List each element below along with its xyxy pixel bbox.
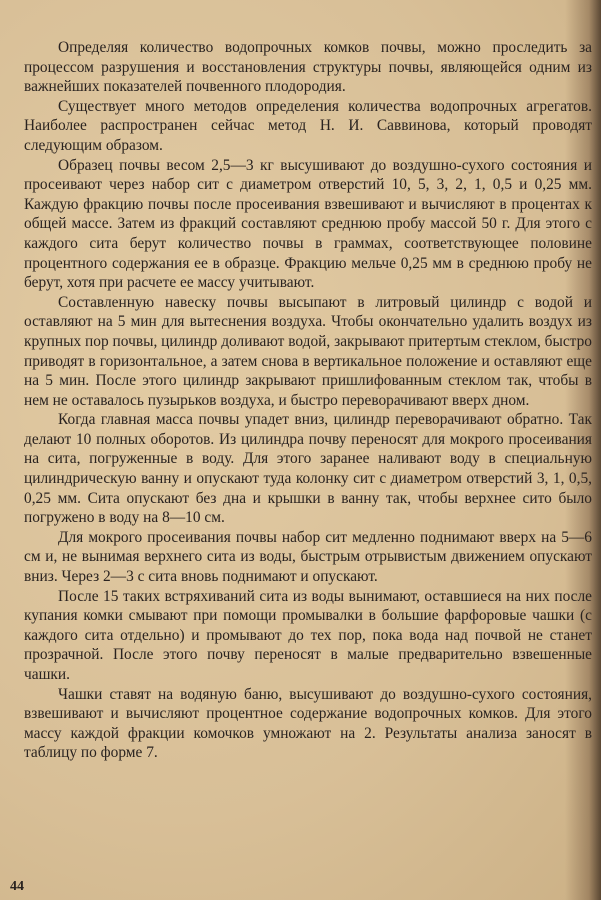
paragraph-6: Для мокрого просеивания почвы набор сит медленно поднимают вверх на 5—6 см и, не вынимая верхнего сита из воды, быстрым отрывистым движением опускают вниз. Через 2—3 с сита вновь поднимают и опускают. bbox=[24, 528, 592, 586]
page-body bbox=[24, 38, 592, 763]
paragraph-2: Существует много методов определения количества водопрочных агрегатов. Наиболее распространен сейчас метод Н. И. Саввинова, который проводят следующим образом. bbox=[24, 97, 592, 154]
paragraph-8: Чашки ставят на водяную баню, высушивают до воздушно-сухого состояния, взвешивают и вычисляют процентное содержание водопрочных комков. Для этого массу каждой фракции комочков умножают на 2. Результаты анализа заносят в таблицу по форме 7. bbox=[24, 685, 592, 762]
page-number: 44 bbox=[10, 879, 24, 894]
paragraph-5: Когда главная масса почвы упадет вниз, цилиндр переворачивают обратно. Так делают 10 полных оборотов. Из цилиндра почву переносят для мокрого просеивания на сита, погруженные в воду. Для этого заранее наливают воду в специальную цилиндрическую ванну и опускают туда колонку сит с диаметром отверстий 3, 1, 0,5, 0,25 мм. Сита опускают без дна и крышки в ванну так, чтобы верхнее сито было погружено в воду на 8—10 см. bbox=[24, 411, 592, 527]
paragraph-7: После 15 таких встряхиваний сита из воды вынимают, оставшиеся на них после купания комки смывают при помощи промывалки в большие фарфоровые чашки (с каждого сита отдельно) и промывают до тех пор, пока вода над почвой не станет прозрачной. После этого почву переносят в малые предварительно взвешенные чашки. bbox=[24, 587, 592, 683]
paragraph-4: Составленную навеску почвы высыпают в литровый цилиндр с водой и оставляют на 5 мин для вытеснения воздуха. Чтобы окончательно удалить воздух из крупных пор почвы, цилиндр доливают водой, закрывают притертым стеклом, быстро приводят в горизонтальное, а затем снова в вертикальное положение и оставляют еще на 5 мин. После этого цилиндр закрывают пришлифованным стеклом так, чтобы в нем не оставалось пузырьков воздуха, и быстро переворачивают вверх дном. bbox=[24, 293, 592, 409]
paragraph-3: Образец почвы весом 2,5—3 кг высушивают до воздушно-сухого состояния и просеивают через набор сит с диаметром отверстий 10, 5, 3, 2, 1, 0,5 и 0,25 мм. Каждую фракцию почвы после просеивания взвешивают и вычисляют в процентах к общей массе. Затем из фракций составляют среднюю пробу массой 50 г. Для этого с каждого сита берут количество почвы в граммах, соответствующее половине процентного содержания ее в образце. Фракцию мельче 0,25 мм в среднюю пробу не берут, хотя при расчете ее массу учитывают. bbox=[24, 156, 592, 292]
paragraph-1: Определяя количество водопрочных комков почвы, можно проследить за процессом разрушения и восстановления структуры почвы, являющейся одним из важнейших показателей почвенного плодородия. bbox=[24, 39, 592, 96]
